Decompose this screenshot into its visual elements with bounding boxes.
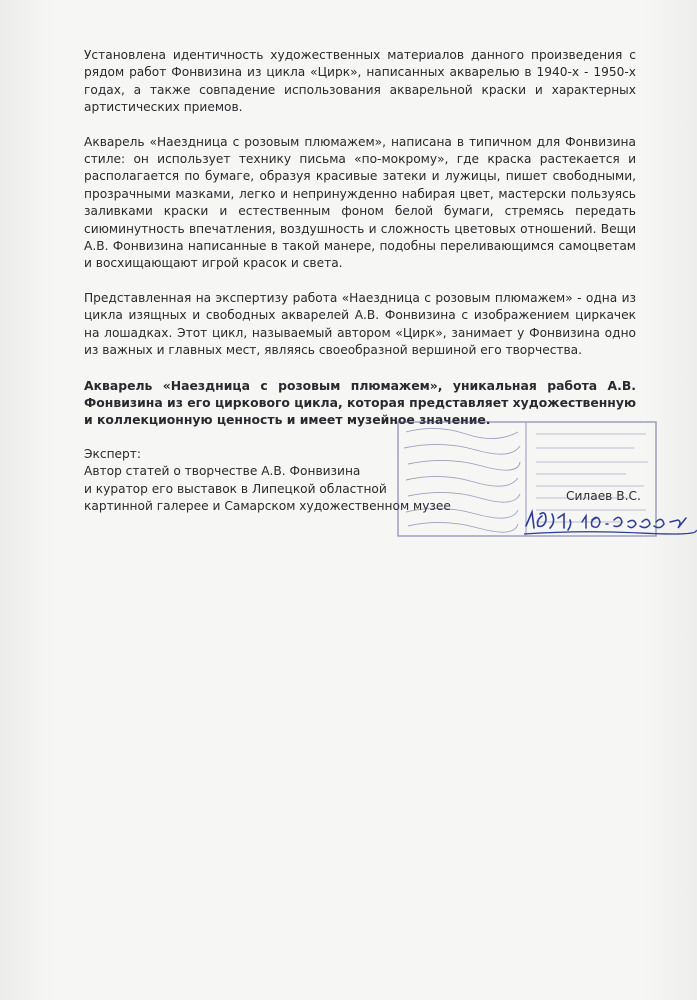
- conclusion-paragraph: Акварель «Наездница с розовым плюмажем», уникальная работа А.В. Фонвизина из его циркового цикла, которая представляет художественную и коллекционную ценность и имеет музейное значение.: [84, 377, 636, 428]
- expert-line-1: Автор статей о творчестве А.В. Фонвизина: [84, 464, 361, 479]
- expert-signer-name: Силаев В.С.: [566, 488, 641, 503]
- paragraph-style: Акварель «Наездница с розовым плюмажем», написана в типичном для Фонвизина стиле: он использует технику письма «по-мокрому», где краска растекается и располагается по бумаге, образуя красивые затеки и лужицы, пишет свободными, прозрачными мазками, легко и непринужденно набирая цвет, мастерски пользуясь заливками краски и естественным фоном белой бумаги, стремясь передать сиюминутность впечатления, воздушность и сложность цветовых отношений. Вещи А.В. Фонвизина написанные в такой манере, подобны переливающимся самоцветам и восхищающают игрой красок и света.: [84, 134, 636, 271]
- expert-heading: Эксперт:: [84, 446, 141, 461]
- expert-line-3: картинной галерее и Самарском художественном музее: [84, 498, 451, 513]
- expert-line-2: и куратор его выставок в Липецкой областной: [84, 481, 387, 496]
- paragraph-identity: Установлена идентичность художественных материалов данного произведения с рядом работ Фонвизина из цикла «Цирк», написанных акварелью в 1940-х - 1950-х годах, а также совпадение использования акварельной краски и характерных артистических приемов.: [84, 48, 636, 115]
- handwritten-signature: [520, 500, 697, 540]
- paragraph-cycle: Представленная на экспертизу работа «Наездница с розовым плюмажем» - одна из цикла изящных и свободных акварелей А.В. Фонвизина с изображением циркачек на лошадках. Этот цикл, называемый автором «Цирк», занимает у Фонвизина одно из важных и главных мест, являясь своеобразной вершиной его творчества.: [84, 290, 636, 358]
